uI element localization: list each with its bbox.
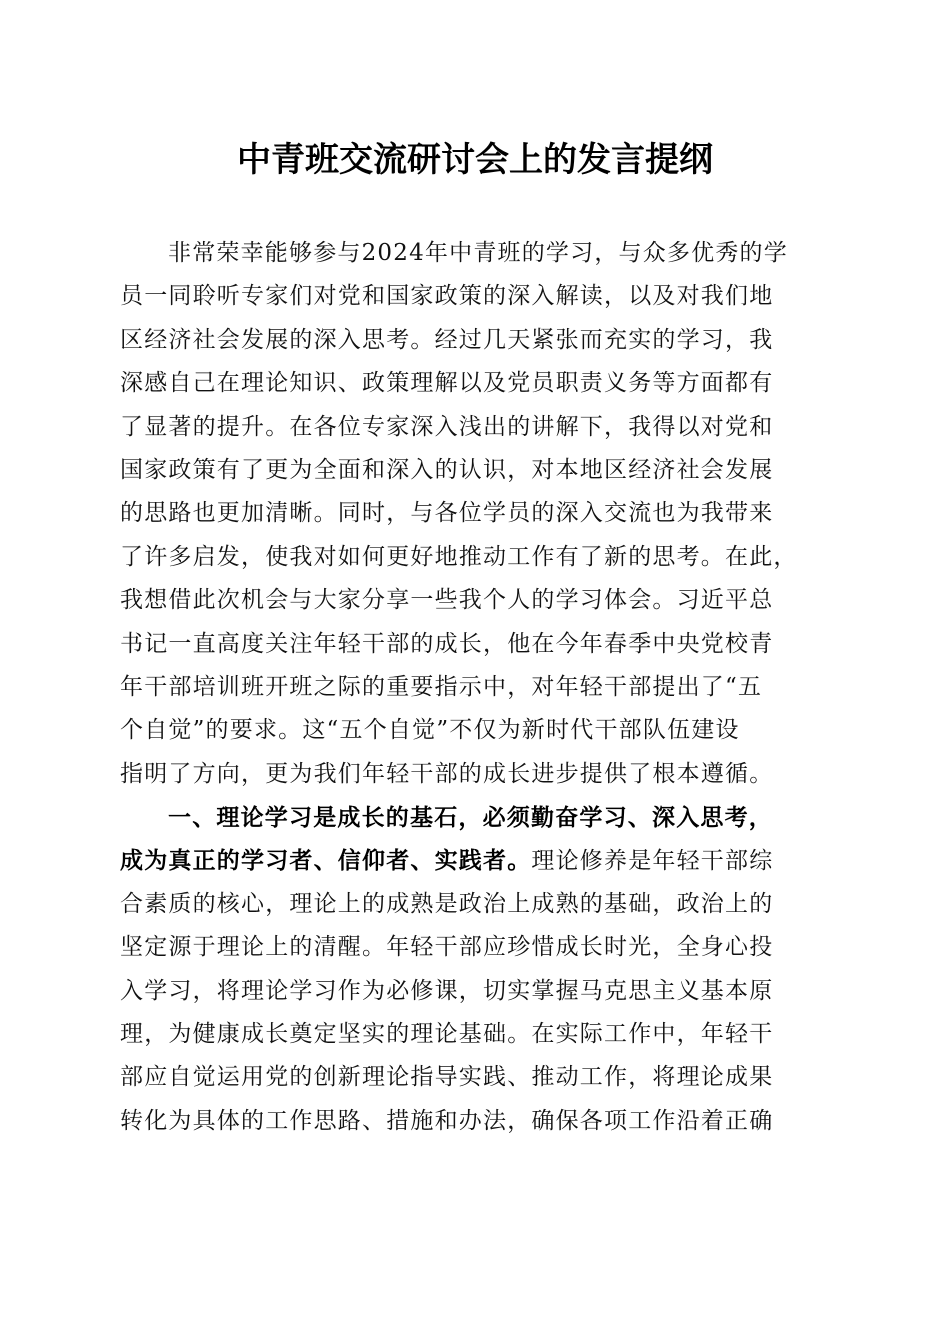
paragraph-line: 员一同聆听专家们对党和国家政策的深入解读，以及对我们地 [120,283,774,310]
paragraph-line: 理，为健康成长奠定坚实的理论基础。在实际工作中，年轻干 [120,1021,774,1048]
paragraph-line: 入学习，将理论学习作为必修课，切实掌握马克思主义基本原 [120,977,774,1004]
paragraph-line [120,839,832,882]
section-text: 理论修养是年轻干部综 [531,848,774,875]
paragraph-line: 坚定源于理论上的清醒。年轻干部应珍惜成长时光，全身心投 [120,934,774,961]
section-one [120,796,832,1143]
paragraph-line: 个自觉”的要求。这“五个自觉”不仅为新时代干部队伍建设 [120,717,740,744]
section-heading-continued: 成为真正的学习者、信仰者、实践者。 [120,847,532,875]
paragraph-line: 的思路也更加清晰。同时，与各位学员的深入交流也为我带来 [120,500,774,527]
section-heading: 一、理论学习是成长的基石，必须勤奋学习、深入思考， [168,804,773,832]
paragraph-line: 书记一直高度关注年轻干部的成长，他在今年春季中央党校青 [120,630,774,657]
paragraph-line: 非常荣幸能够参与2024年中青班的学习，与众多优秀的学 [168,240,788,266]
paragraph-line: 年干部培训班开班之际的重要指示中，对年轻干部提出了“五 [120,673,763,700]
paragraph-line: 合素质的核心，理论上的成熟是政治上成熟的基础，政治上的 [120,890,774,917]
paragraph-line: 区经济社会发展的深入思考。经过几天紧张而充实的学习，我 [120,326,774,353]
paragraph-line: 部应自觉运用党的创新理论指导实践、推动工作，将理论成果 [120,1064,774,1091]
paragraph-line: 了许多启发，使我对如何更好地推动工作有了新的思考。在此， [120,543,798,570]
intro-paragraph [120,232,832,796]
paragraph-line: 了显著的提升。在各位专家深入浅出的讲解下，我得以对党和 [120,413,774,440]
document-body [120,232,832,1143]
paragraph-line: 国家政策有了更为全面和深入的认识，对本地区经济社会发展 [120,456,774,483]
paragraph-line: 我想借此次机会与大家分享一些我个人的学习体会。习近平总 [120,587,774,614]
paragraph-line: 指明了方向，更为我们年轻干部的成长进步提供了根本遵循。 [120,760,774,787]
document-title: 中青班交流研讨会上的发言提纲 [237,140,713,180]
paragraph-line: 深感自己在理论知识、政策理解以及党员职责义务等方面都有 [120,370,774,397]
paragraph-line: 转化为具体的工作思路、措施和办法，确保各项工作沿着正确 [120,1107,774,1134]
